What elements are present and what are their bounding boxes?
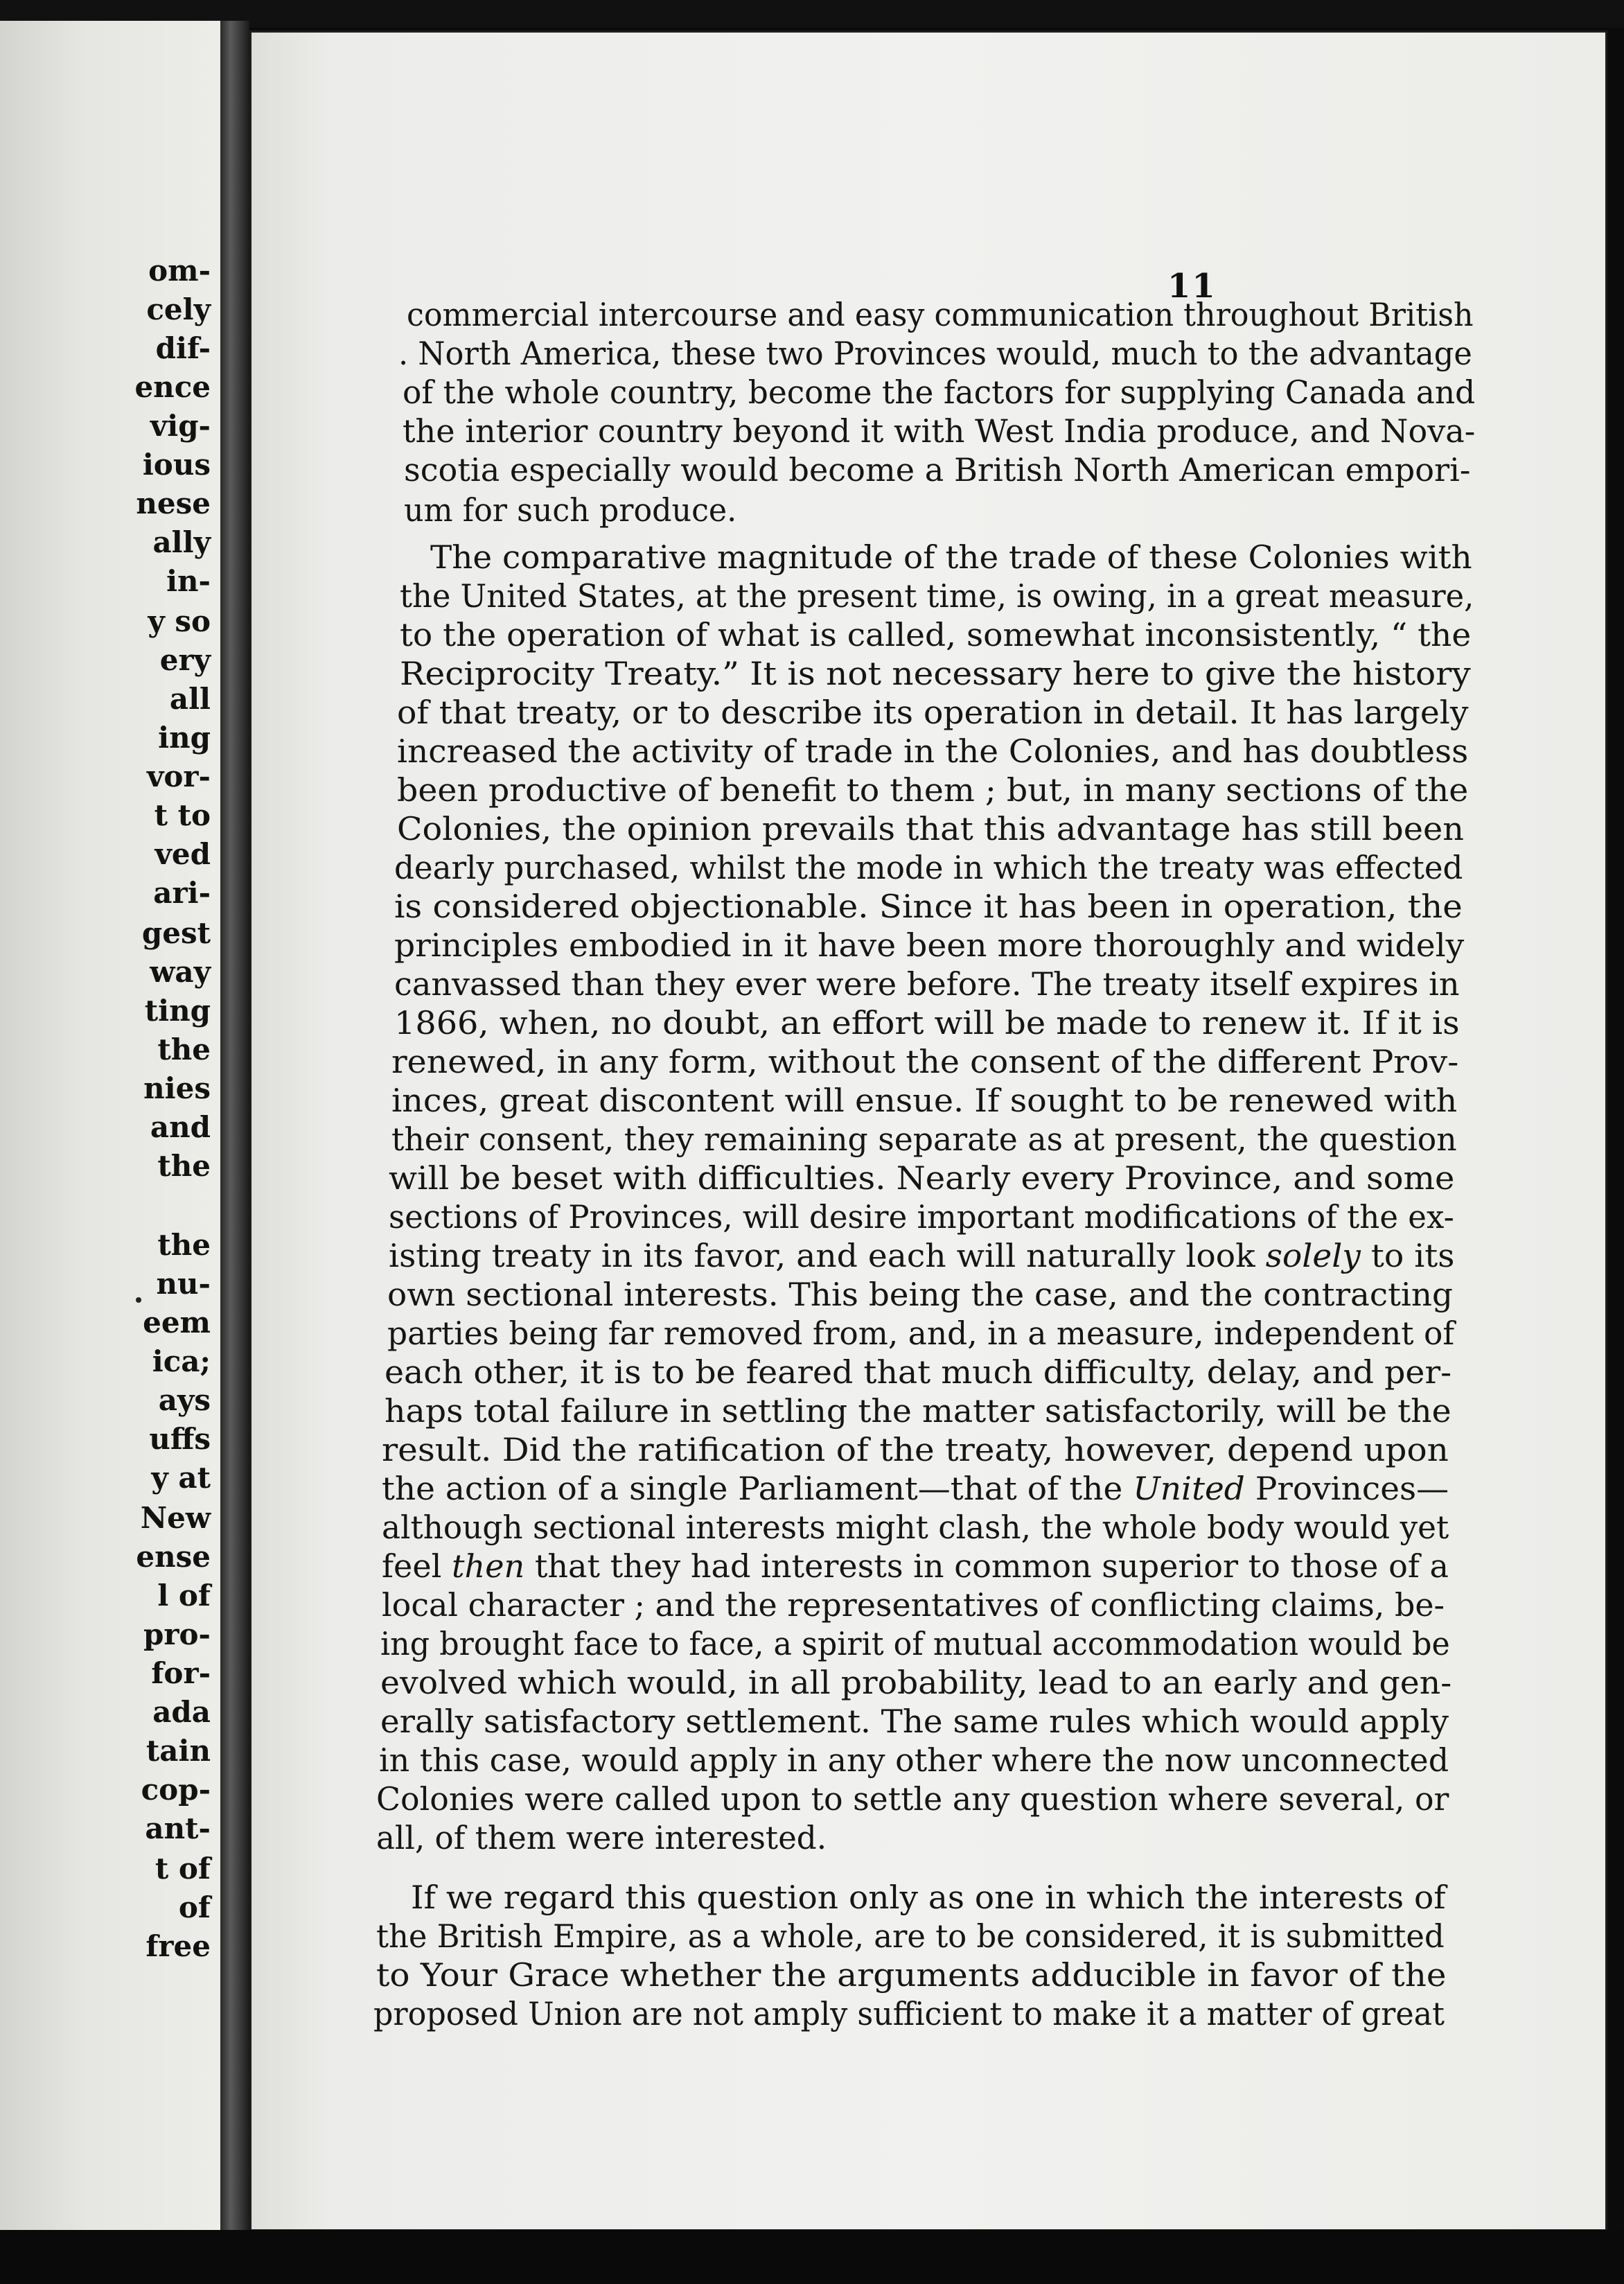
text-line: is considered objectionable. Since it has been in operation, the	[394, 888, 1463, 925]
previous-page-line: ari-	[153, 876, 211, 910]
text-line: the interior country beyond it with West India produce, and Nova-	[403, 412, 1476, 450]
text-line: The comparative magnitude of the trade of these Colonies with	[430, 538, 1472, 576]
previous-page-line: ally	[152, 525, 211, 559]
text-line: scotia especially would become a British North American empori-	[404, 451, 1471, 489]
previous-page-line: of	[178, 1890, 211, 1924]
text-line: parties being far removed from, and, in a measure, independent of	[387, 1315, 1455, 1352]
text-line: isting treaty in its favor, and each will naturally look solely to its	[389, 1237, 1455, 1274]
previous-page-edge	[0, 21, 220, 2233]
previous-page-line: for-	[151, 1656, 211, 1690]
previous-page-line: dif-	[155, 331, 211, 365]
previous-page-line: pro-	[143, 1617, 211, 1651]
previous-page-line: vig-	[150, 409, 211, 443]
previous-page-line: nies	[143, 1071, 211, 1105]
text-line: ing brought face to face, a spirit of mutual accommodation would be	[380, 1625, 1450, 1662]
text-line: Reciprocity Treaty.” It is not necessary here to give the history	[400, 655, 1471, 692]
previous-page-line: nu-	[156, 1267, 211, 1301]
text-line: their consent, they remaining separate as at present, the question	[391, 1121, 1457, 1158]
text-line: dearly purchased, whilst the mode in which the treaty was effected	[394, 849, 1463, 886]
previous-page-line: the	[157, 1033, 211, 1066]
text-line: evolved which would, in all probability, lead to an early and gen-	[380, 1664, 1452, 1701]
previous-page-line: way	[150, 955, 211, 989]
previous-page-line: y at	[151, 1461, 211, 1495]
previous-page-line: the	[157, 1149, 211, 1183]
previous-page-line: vor-	[147, 759, 211, 793]
text-line: feel then that they had interests in common superior to those of a	[382, 1547, 1449, 1585]
previous-page-line: t to	[154, 798, 211, 832]
previous-page-line: all	[169, 682, 211, 716]
previous-page-line: ant-	[145, 1811, 211, 1845]
text-line: increased the activity of trade in the Colonies, and has doubtless	[397, 732, 1469, 770]
previous-page-line: ved	[155, 837, 211, 871]
previous-page-line: eem	[143, 1306, 211, 1339]
previous-page-line: l of	[157, 1579, 211, 1613]
previous-page-line: ting	[144, 994, 211, 1028]
previous-page-line: ada	[152, 1695, 211, 1729]
text-line: the action of a single Parliament—that of the United Provinces—	[382, 1470, 1449, 1507]
text-line: commercial intercourse and easy communication throughout British	[407, 296, 1474, 333]
text-line: renewed, in any form, without the consent of the different Prov-	[391, 1043, 1459, 1080]
text-line: in this case, would apply in any other where the now unconnected	[379, 1741, 1449, 1779]
text-line: proposed Union are not amply sufficient to make it a matter of great	[373, 1995, 1445, 2032]
previous-page-line: ense	[136, 1540, 211, 1574]
previous-page-line: cely	[146, 292, 211, 326]
text-line: all, of them were interested.	[376, 1819, 827, 1856]
previous-page-line: ery	[159, 643, 211, 677]
page-number: 11	[1167, 267, 1217, 306]
text-line: local character ; and the representatives of conflicting claims, be-	[382, 1586, 1445, 1624]
previous-page-line: New	[140, 1501, 211, 1535]
text-line: been productive of benefit to them ; but, in many sections of the	[397, 771, 1469, 809]
text-line: Colonies were called upon to settle any question where several, or	[376, 1780, 1449, 1818]
text-line: Colonies, the opinion prevails that this advantage has still been	[397, 810, 1464, 847]
text-line: 1866, when, no doubt, an effort will be made to renew it. If it is	[394, 1004, 1460, 1042]
previous-page-line: ays	[158, 1383, 211, 1417]
previous-page-line: the	[157, 1228, 211, 1262]
previous-page-line: in-	[166, 564, 211, 598]
book-gutter	[220, 21, 249, 2233]
previous-page-line: free	[145, 1929, 211, 1963]
previous-page-line: nese	[136, 486, 211, 520]
text-line: . North America, these two Provinces would, much to the advantage	[398, 335, 1472, 372]
previous-page-line: and	[150, 1110, 211, 1144]
text-line: of that treaty, or to describe its operation in detail. It has largely	[397, 694, 1469, 731]
previous-page-line: ing	[158, 721, 211, 755]
scan-bottom-border	[0, 2230, 1624, 2284]
previous-page-line: uffs	[149, 1422, 211, 1456]
ink-speck	[136, 1297, 141, 1303]
previous-page-line: cop-	[141, 1773, 211, 1807]
text-line: If we regard this question only as one in which the interests of	[411, 1879, 1446, 1916]
text-line: inces, great discontent will ensue. If sought to be renewed with	[391, 1082, 1458, 1119]
text-line: principles embodied in it have been more thoroughly and widely	[394, 926, 1465, 964]
text-line: of the whole country, become the factors for supplying Canada and	[403, 374, 1476, 411]
text-line: canvassed than they ever were before. The treaty itself expires in	[394, 965, 1460, 1003]
text-line: although sectional interests might clash, the whole body would yet	[382, 1509, 1449, 1546]
text-line: the United States, at the present time, is owing, in a great measure,	[400, 577, 1474, 615]
text-line: result. Did the ratification of the treaty, however, depend upon	[382, 1431, 1449, 1468]
previous-page-line: gest	[141, 916, 211, 950]
previous-page-line: y so	[148, 604, 211, 638]
text-line: each other, it is to be feared that much difficulty, delay, and per-	[385, 1353, 1452, 1391]
text-line: sections of Provinces, will desire important modifications of the ex-	[389, 1198, 1454, 1236]
text-line: own sectional interests. This being the case, and the contracting	[387, 1276, 1454, 1313]
previous-page-line: om-	[148, 254, 211, 288]
previous-page-line: tain	[145, 1734, 211, 1768]
text-line: will be beset with difficulties. Nearly every Province, and some	[389, 1159, 1455, 1197]
text-line: to Your Grace whether the arguments adducible in favor of the	[376, 1956, 1447, 1994]
text-line: erally satisfactory settlement. The same rules which would apply	[380, 1703, 1449, 1740]
previous-page-line: ica;	[152, 1344, 211, 1378]
previous-page-line: ious	[142, 448, 211, 482]
text-line: the British Empire, as a whole, are to be considered, it is submitted	[376, 1917, 1445, 1955]
previous-page-line: t of	[155, 1852, 211, 1886]
text-line: to the operation of what is called, somewhat inconsistently, “ the	[400, 616, 1472, 653]
text-line: haps total failure in settling the matter satisfactorily, will be the	[385, 1392, 1451, 1430]
text-line: um for such produce.	[404, 491, 737, 529]
book-page	[249, 30, 1607, 2231]
previous-page-line: ence	[134, 370, 211, 404]
